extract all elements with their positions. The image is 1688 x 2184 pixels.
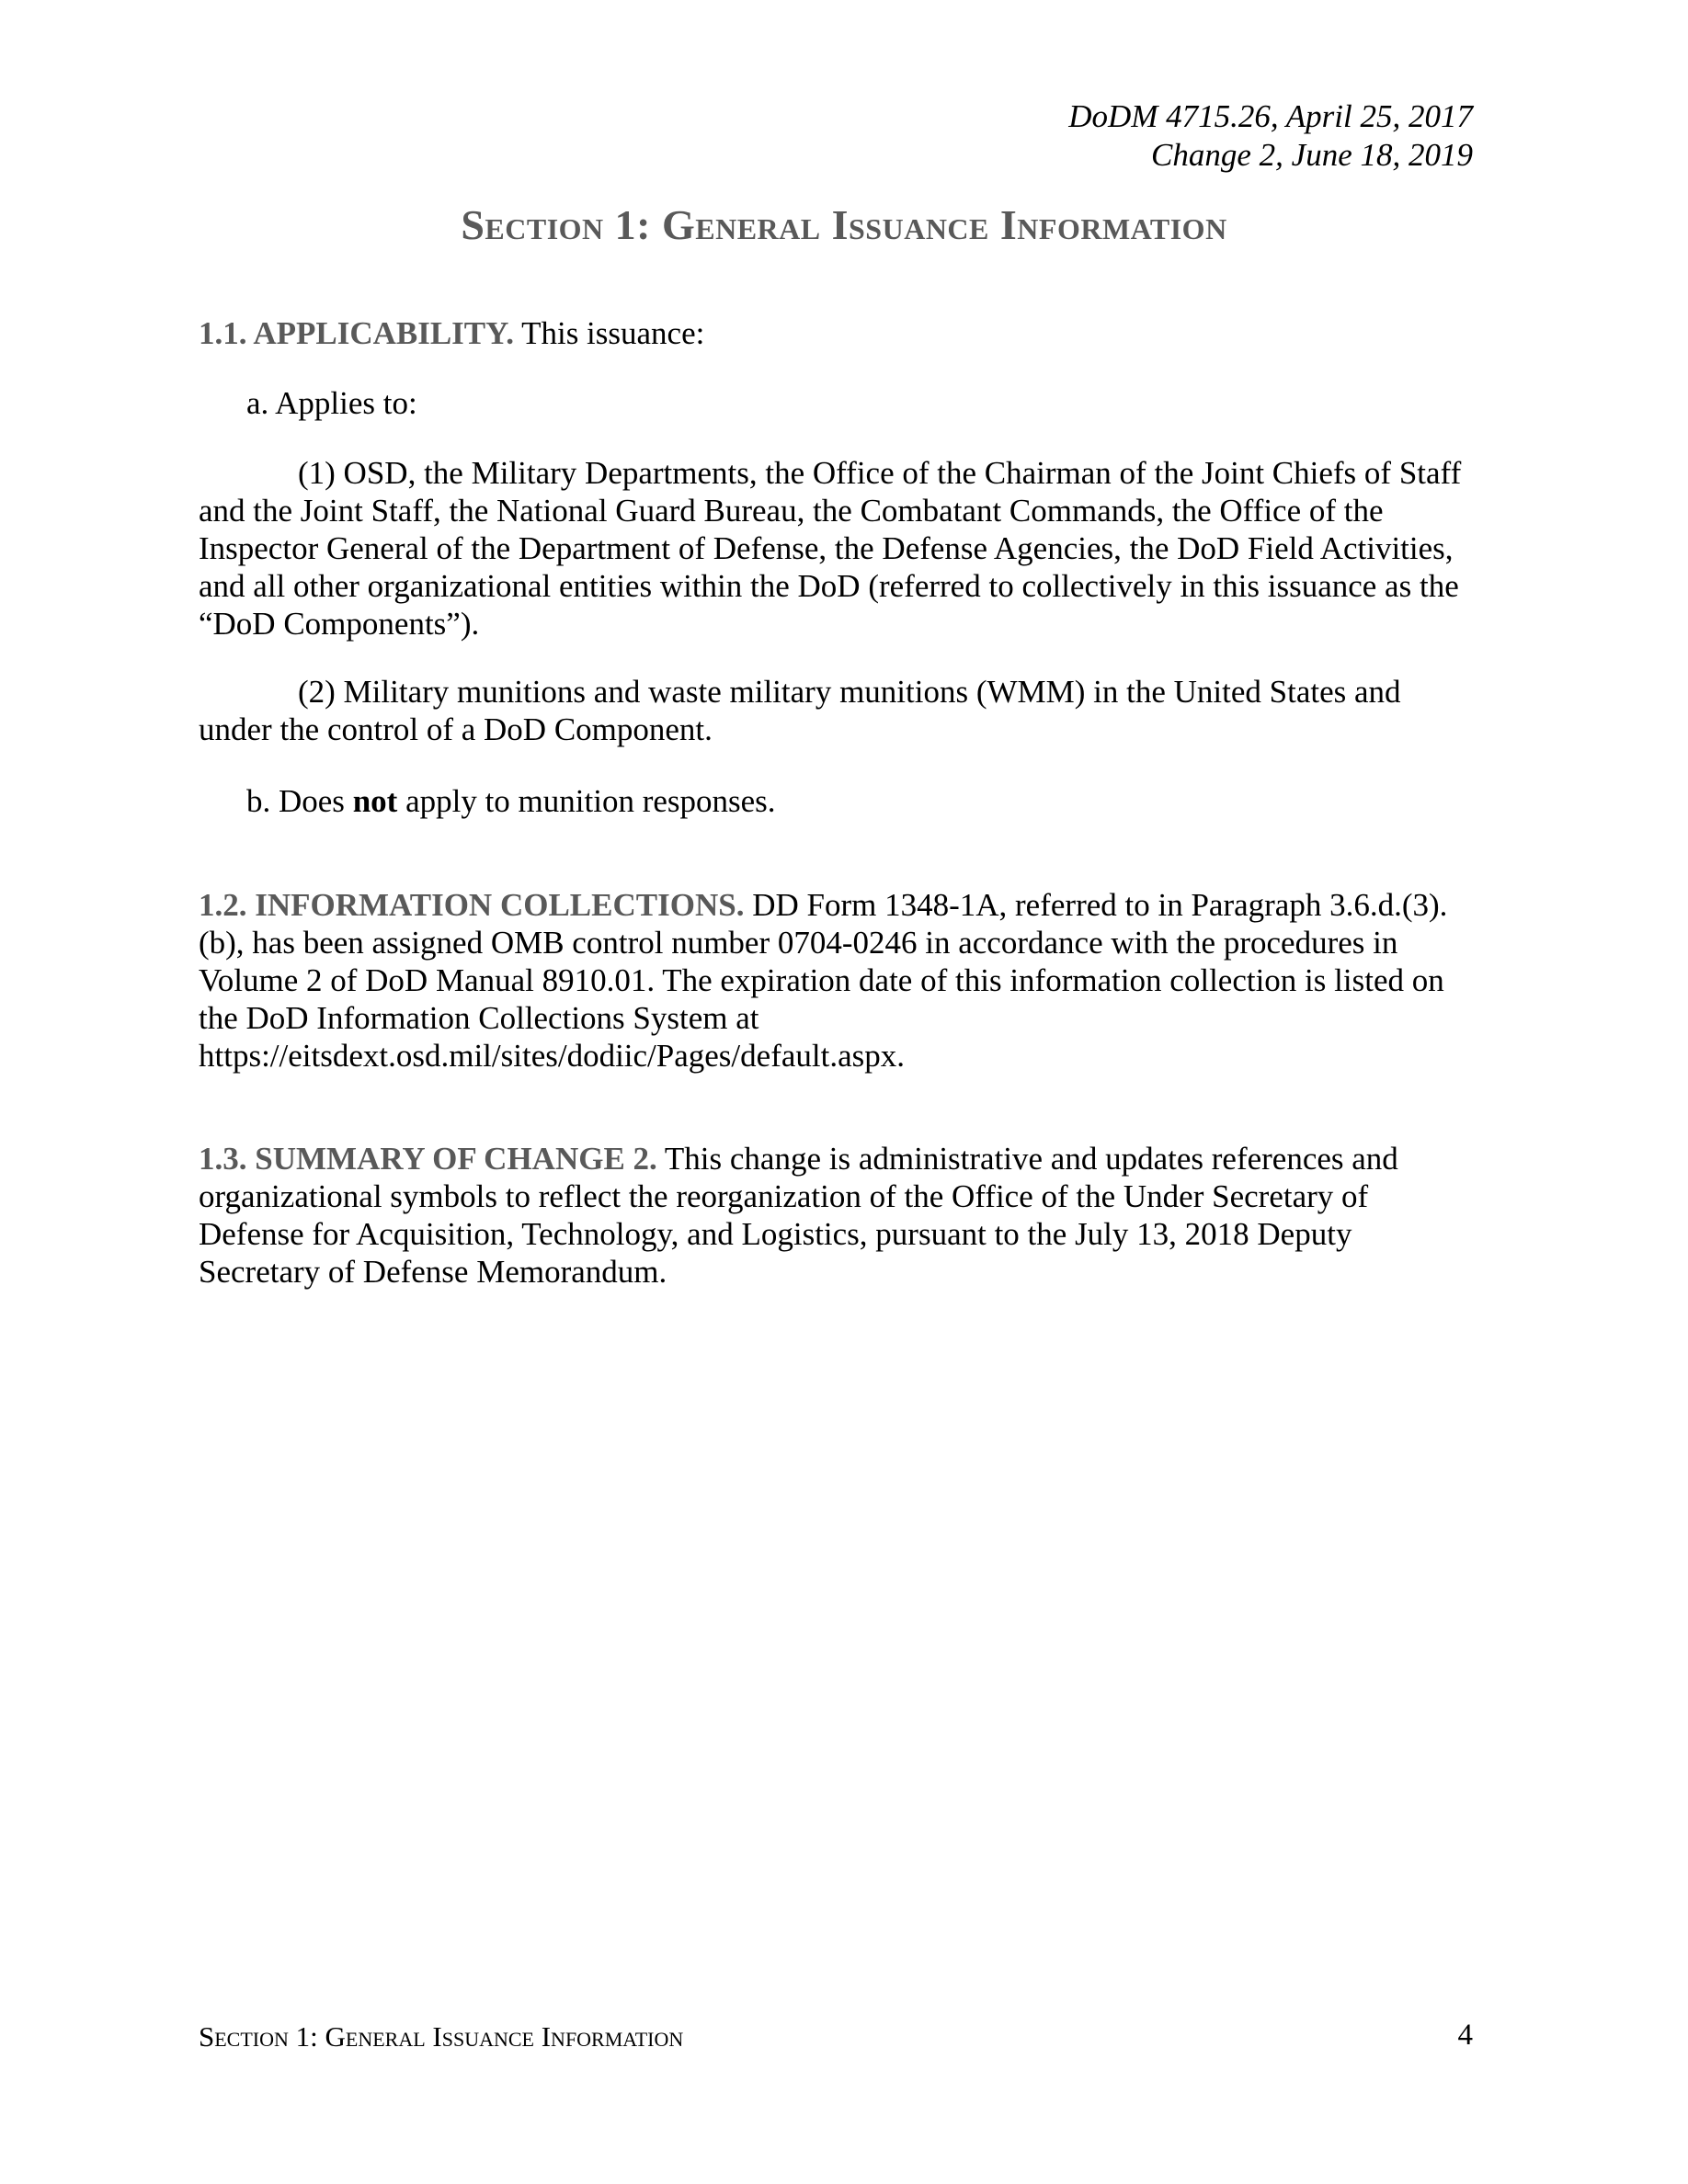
item-a-2 (199, 673, 1473, 748)
item-a (199, 384, 1521, 422)
footer-section-label: Section 1: General Issuance Information (199, 2020, 684, 2053)
section-title: Section 1: General Issuance Information (461, 201, 1227, 248)
heading-information-collections: 1.2. INFORMATION COLLECTIONS. (199, 887, 745, 923)
heading-summary-of-change: 1.3. SUMMARY OF CHANGE 2. (199, 1141, 657, 1177)
item-b-text (246, 782, 1521, 820)
page-number: 4 (1457, 2019, 1473, 2052)
header-change-line: Change 2, June 18, 2019 (1151, 137, 1473, 173)
item-b-emphasis: not (352, 783, 398, 819)
dodiic-link[interactable]: https://eitsdext.osd.mil/sites/dodiic/Pages/default.aspx (199, 1038, 897, 1074)
section-1-2 (199, 886, 1473, 1075)
paragraph-1-1-lead (199, 314, 1473, 352)
header-issuance-line: DoDM 4715.26, April 25, 2017 (1068, 98, 1473, 134)
item-b-prefix: b. Does (246, 783, 353, 819)
information-collections-end: . (896, 1038, 905, 1074)
item-a-1 (199, 454, 1473, 643)
heading-applicability: 1.1. APPLICABILITY. (199, 315, 514, 351)
applicability-lead-text: This issuance: (513, 315, 705, 351)
document-header (1068, 97, 1473, 175)
section-1-3 (199, 1140, 1473, 1291)
item-b (199, 782, 1521, 820)
paragraph-1-3 (199, 1140, 1473, 1291)
paragraph-1-2 (199, 886, 1473, 1075)
item-a-text: a. Applies to: (246, 385, 417, 421)
item-a-1-text: (1) OSD, the Military Departments, the Office of the Chairman of the Joint Chiefs of Staff and the Joint Staff, the National Guard Bureau, the Combatant Commands, the Office of the Inspector General of the Department of Defense, the Defense Agencies, the DoD Field Activities, and all other organizational entities within the DoD (referred to collectively in this issuance as the “DoD Components”). (199, 455, 1462, 642)
information-collections-text: DD Form 1348-1A, referred to in Paragraph 3.6.d.(3).(b), has been assigned OMB control number 0704-0246 in accordance with the procedures in Volume 2 of DoD Manual 8910.01. The expiration date of this information collection is listed on the DoD Information Collections System at (199, 887, 1448, 1036)
item-a-2-text: (2) Military munitions and waste military munitions (WMM) in the United States and under the control of a DoD Component. (199, 674, 1401, 747)
summary-of-change-text: This change is administrative and updates references and organizational symbols to reflect the reorganization of the Office of the Under Secretary of Defense for Acquisition, Technology, and Logistics, pursuant to the July 13, 2018 Deputy Secretary of Defense Memorandum. (199, 1141, 1398, 1290)
section-1-1 (199, 314, 1473, 352)
item-b-suffix: apply to munition responses. (397, 783, 776, 819)
